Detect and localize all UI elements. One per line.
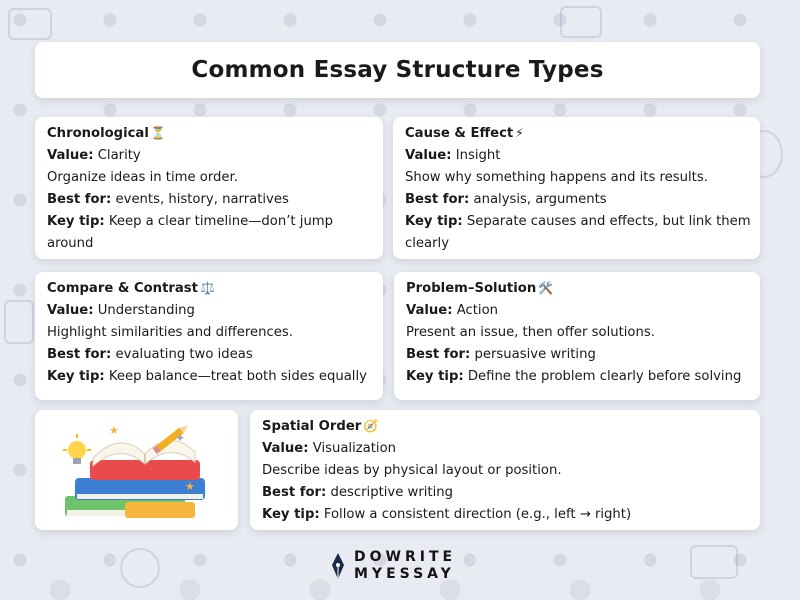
card-description: Show why something happens and its results. [405, 170, 708, 185]
card-description: Highlight similarities and differences. [47, 325, 293, 340]
background-doodle [120, 548, 160, 588]
card-description: Present an issue, then offer solutions. [406, 325, 655, 340]
background-doodle [690, 545, 738, 579]
value-label: Value: [47, 303, 94, 318]
card-title: Problem–Solution [406, 281, 537, 296]
hourglass-icon: ⏳ [150, 126, 166, 140]
title-card [35, 42, 760, 98]
best-for-label: Best for: [262, 485, 327, 500]
books-illustration-card [35, 410, 238, 530]
card-problem-solution [394, 272, 760, 400]
card-value: Clarity [97, 148, 141, 163]
card-compare-contrast [35, 272, 383, 400]
lightning-icon: ⚡ [515, 126, 524, 140]
sparkle-icon: ✦ [175, 431, 186, 445]
card-value: Understanding [97, 303, 195, 318]
star-icon: ★ [109, 424, 119, 437]
key-tip-label: Key tip: [405, 214, 463, 229]
lightbulb-icon [63, 434, 91, 464]
card-cause-effect [393, 117, 760, 259]
card-title: Spatial Order [262, 419, 362, 434]
card-key-tip: Follow a consistent direction (e.g., left → right) [323, 507, 632, 522]
key-tip-label: Key tip: [262, 507, 320, 522]
value-label: Value: [47, 148, 94, 163]
tools-icon: 🛠️ [538, 281, 554, 295]
best-for-label: Best for: [47, 192, 112, 207]
card-title: Cause & Effect [405, 126, 514, 141]
card-best-for: descriptive writing [330, 485, 453, 500]
book-icon [125, 502, 195, 518]
key-tip-label: Key tip: [47, 214, 105, 229]
card-key-tip: Keep balance—treat both sides equally [108, 369, 367, 384]
card-title: Chronological [47, 126, 149, 141]
card-key-tip: Separate causes and effects, but link them clearly [405, 214, 751, 251]
scales-icon: ⚖️ [199, 281, 215, 295]
logo-line-2: MYESSAY [354, 566, 455, 582]
value-label: Value: [406, 303, 453, 318]
compass-icon: 🧭 [363, 419, 379, 433]
card-best-for: evaluating two ideas [115, 347, 253, 362]
page-title: Common Essay Structure Types [191, 57, 604, 83]
books-illustration [35, 410, 238, 530]
value-label: Value: [262, 441, 309, 456]
card-best-for: persuasive writing [474, 347, 596, 362]
card-key-tip: Keep a clear timeline—don’t jump around [47, 214, 334, 251]
brand-logo [330, 548, 470, 584]
star-icon: ★ [185, 480, 195, 493]
key-tip-label: Key tip: [47, 369, 105, 384]
background-doodle [8, 8, 52, 40]
background-doodle [4, 300, 34, 344]
logo-line-1: DOWRITE [354, 549, 457, 565]
card-best-for: events, history, narratives [115, 192, 289, 207]
key-tip-label: Key tip: [406, 369, 464, 384]
card-description: Organize ideas in time order. [47, 170, 238, 185]
card-title: Compare & Contrast [47, 281, 198, 296]
pen-nib-icon [330, 551, 346, 581]
background-doodle [560, 6, 602, 38]
card-description: Describe ideas by physical layout or position. [262, 463, 562, 478]
card-key-tip: Define the problem clearly before solving [467, 369, 742, 384]
card-best-for: analysis, arguments [473, 192, 607, 207]
value-label: Value: [405, 148, 452, 163]
card-value: Insight [455, 148, 501, 163]
best-for-label: Best for: [406, 347, 471, 362]
card-value: Action [456, 303, 499, 318]
card-chronological [35, 117, 383, 259]
best-for-label: Best for: [405, 192, 470, 207]
card-spatial-order [250, 410, 760, 530]
best-for-label: Best for: [47, 347, 112, 362]
card-value: Visualization [312, 441, 397, 456]
